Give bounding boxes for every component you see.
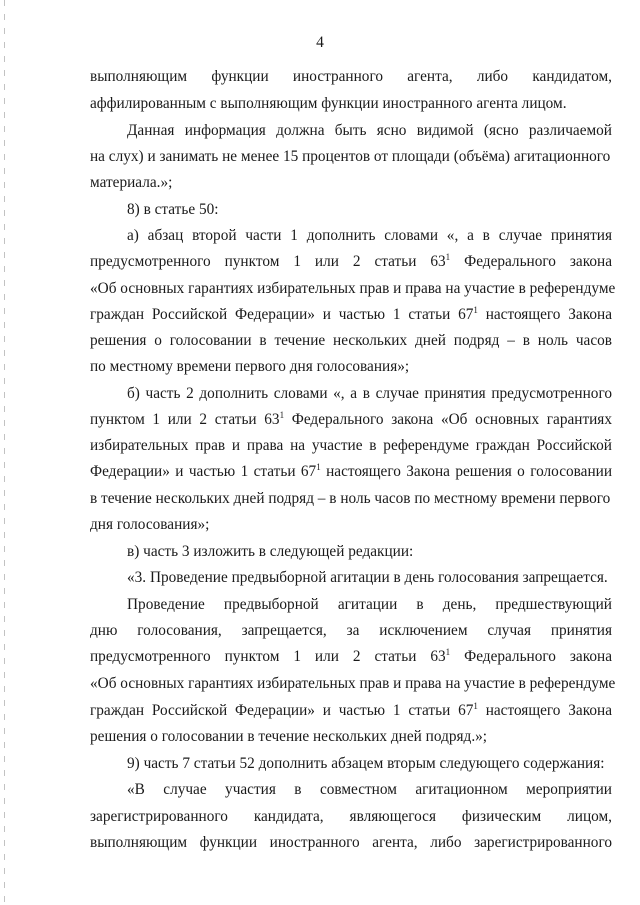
text-fragment: настоящего Закона — [477, 702, 612, 719]
text-fragment: настоящего Закона — [477, 306, 612, 323]
text-fragment: Федерального закона — [450, 253, 612, 270]
text-line — [90, 700, 612, 722]
text-line: «Об основных гарантиях избирательных прав и права на участие в референдуме — [90, 675, 616, 692]
text-line: выполняющим функции иностранного агента, либо кандидатом, — [90, 68, 612, 85]
text-fragment: предусмотренного пунктом 1 или 2 статьи 63 — [90, 648, 446, 665]
text-fragment: Федерального закона — [450, 648, 612, 665]
text-fragment: Федерации» и частью 1 статьи 67 — [90, 463, 317, 480]
text-line — [90, 409, 612, 431]
text-line: на слух) и занимать не менее 15 процентов от площади (объёма) агитационного — [90, 148, 611, 165]
scan-edge-mark — [4, 0, 5, 905]
text-line: Проведение предвыборной агитации в день, предшествующий — [127, 596, 612, 613]
superscript: 1 — [279, 410, 285, 420]
text-line — [90, 646, 612, 668]
text-line: б) часть 2 дополнить словами «, а в случае принятия предусмотренного — [127, 385, 612, 402]
text-line: в течение нескольких дней подряд – в ноль часов по местному времени первого — [90, 490, 611, 507]
text-line: материала.»; — [90, 174, 173, 191]
superscript: 1 — [473, 305, 478, 315]
text-line: по местному времени первого дня голосования»; — [90, 358, 410, 375]
text-fragment: граждан Российской Федерации» и частью 1 статьи 67 — [90, 702, 474, 719]
text-line: а) абзац второй части 1 дополнить словами «, а в случае принятия — [127, 227, 612, 244]
text-fragment: Федерального закона «Об основных гарантиях — [284, 411, 612, 428]
text-line: 8) в статье 50: — [127, 201, 219, 218]
text-fragment: пунктом 1 или 2 статьи 63 — [90, 411, 280, 428]
superscript: 1 — [445, 647, 451, 657]
superscript: 1 — [445, 252, 451, 262]
superscript: 1 — [473, 701, 478, 711]
text-line: аффилированным с выполняющим функции иностранного агента лицом. — [90, 95, 567, 112]
text-fragment: предусмотренного пунктом 1 или 2 статьи 63 — [90, 253, 446, 270]
text-fragment: настоящего Закона решения о голосовании — [320, 463, 613, 480]
text-line: избирательных прав и права на участие в референдуме граждан Российской — [90, 437, 612, 454]
text-line: зарегистрированного кандидата, являющегося физическим лицом, — [90, 808, 612, 825]
text-line: «Об основных гарантиях избирательных прав и права на участие в референдуме — [90, 280, 616, 297]
text-line: выполняющим функции иностранного агента, либо зарегистрированного — [90, 834, 612, 851]
text-line: Данная информация должна быть ясно видимой (ясно различаемой — [127, 122, 612, 139]
text-line — [90, 251, 612, 273]
text-line — [90, 461, 612, 483]
superscript: 1 — [316, 462, 321, 472]
text-line: решения о голосовании в течение нескольких дней подряд – в ноль часов — [90, 332, 612, 349]
text-line: «3. Проведение предвыборной агитации в день голосования запрещается. — [127, 569, 608, 586]
text-line: «В случае участия в совместном агитационном мероприятии — [127, 781, 612, 798]
text-fragment: граждан Российской Федерации» и частью 1 статьи 67 — [90, 306, 474, 323]
text-line: решения о голосовании в течение нескольких дней подряд.»; — [90, 728, 488, 745]
text-line — [90, 304, 612, 326]
text-line: в) часть 3 изложить в следующей редакции: — [127, 543, 414, 560]
page-number: 4 — [316, 34, 324, 51]
text-line: дня голосования»; — [90, 516, 210, 533]
text-line: дню голосования, запрещается, за исключением случая принятия — [90, 622, 612, 639]
text-line: 9) часть 7 статьи 52 дополнить абзацем вторым следующего содержания: — [127, 755, 605, 772]
